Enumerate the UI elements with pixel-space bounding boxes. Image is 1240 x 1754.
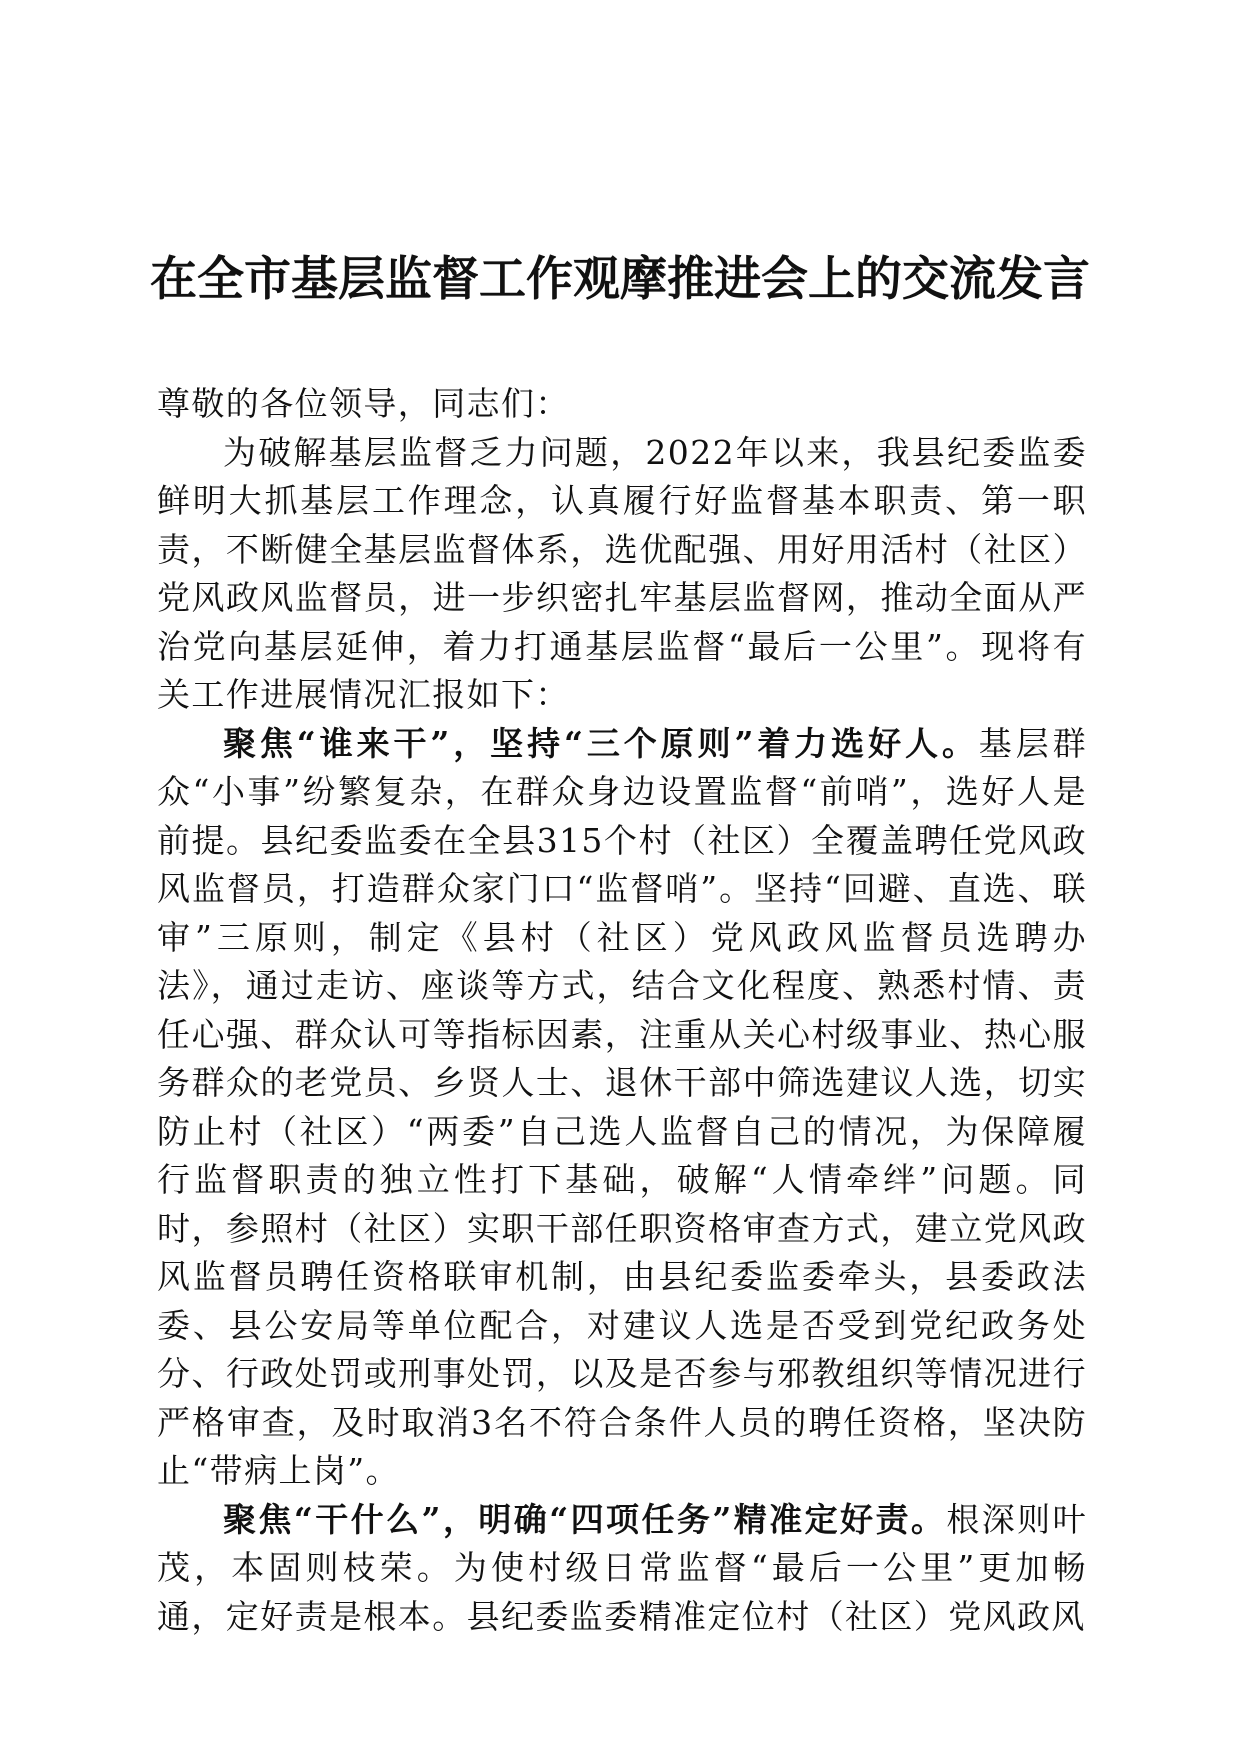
paragraph-duties <box>157 1496 1087 1642</box>
paragraph-selection <box>157 720 1087 1496</box>
paragraph-intro <box>157 429 1087 720</box>
document-title: 在全市基层监督工作观摩推进会上的交流发言 <box>150 252 1090 307</box>
paragraph-text: 为破解基层监督乏力问题，2022年以来，我县纪委监委鲜明大抓基层工作理念，认真履行好监督基本职责、第一职责，不断健全基层监督体系，选优配强、用好用活村（社区）党风政风监督员，进一步织密扎牢基层监督网，推动全面从严治党向基层延伸，着力打通基层监督“最后一公里”。现将有关工作进展情况汇报如下： <box>157 432 1087 714</box>
salutation: 尊敬的各位领导，同志们： <box>157 384 570 423</box>
paragraph-heading: 聚焦“谁来干”，坚持“三个原则”着力选好人。 <box>223 723 979 763</box>
document-body <box>157 380 1087 1641</box>
paragraph-heading: 聚焦“干什么”，明确“四项任务”精准定好责。 <box>223 1499 947 1539</box>
paragraph-text: 基层群众“小事”纷繁复杂，在群众身边设置监督“前哨”，选好人是前提。县纪委监委在全县315个村（社区）全覆盖聘任党风政风监督员，打造群众家门口“监督哨”。坚持“回避、直选、联审”三原则，制定《县村（社区）党风政风监督员选聘办法》，通过走访、座谈等方式，结合文化程度、熟悉村情、责任心强、群众认可等指标因素，注重从关心村级事业、热心服务群众的老党员、乡贤人士、退休干部中筛选建议人选，切实防止村（社区）“两委”自己选人监督自己的情况，为保障履行监督职责的独立性打下基础，破解“人情牵绊”问题。同时，参照村（社区）实职干部任职资格审查方式，建立党风政风监督员聘任资格联审机制，由县纪委监委牵头，县委政法委、县公安局等单位配合，对建议人选是否受到党纪政务处分、行政处罚或刑事处罚，以及是否参与邪教组织等情况进行严格审查，及时取消3名不符合条件人员的聘任资格，坚决防止“带病上岗”。 <box>157 723 1088 1490</box>
paragraph-text: 根深则叶茂，本固则枝荣。为使村级日常监督“最后一公里”更加畅通，定好责是根本。县纪委监委精准定位村（社区）党风政风 <box>157 1499 1087 1636</box>
